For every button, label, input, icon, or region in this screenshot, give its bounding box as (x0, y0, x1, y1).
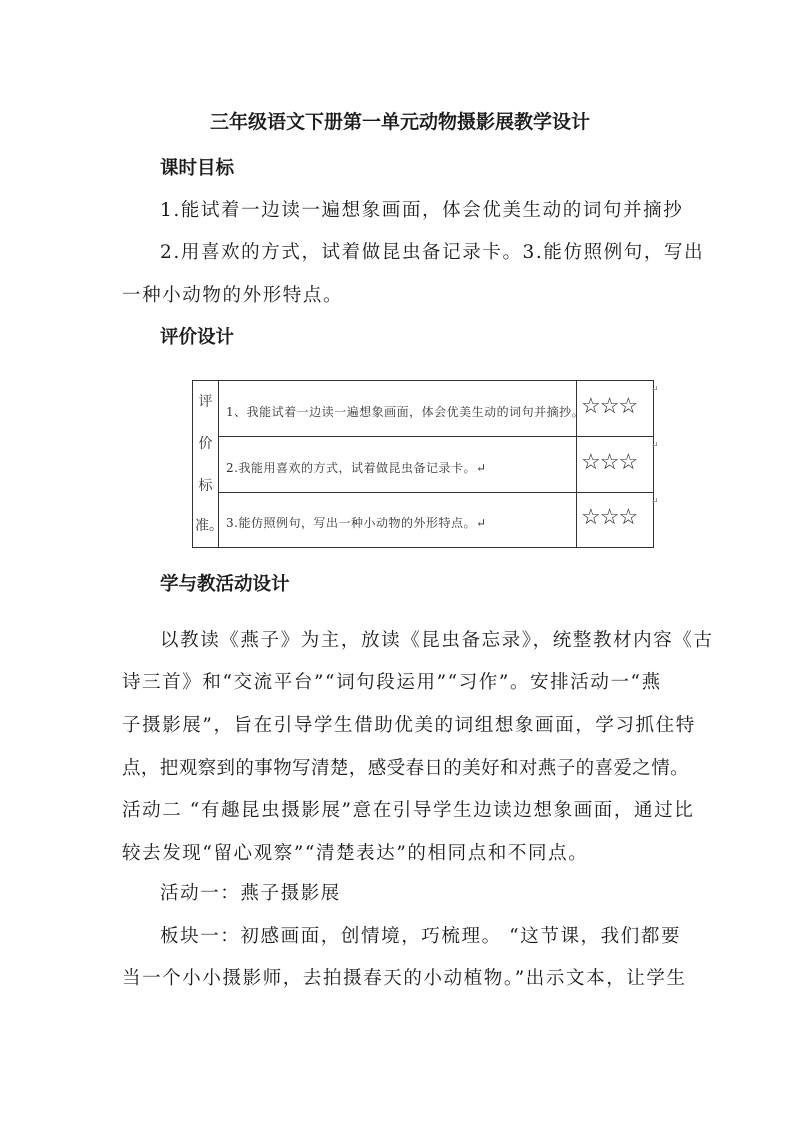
paragraph-mark: ↵ (651, 497, 659, 507)
section-heading-activities: 学与教活动设计 (160, 574, 290, 595)
body-line: 以教读《燕子》为主，放读《昆虫备忘录》，统整教材内容《古 (160, 630, 714, 651)
paragraph-mark: ↵ (651, 385, 659, 395)
evaluation-table (192, 380, 659, 548)
star-rating: ☆☆☆ (581, 505, 638, 530)
table-divider (218, 436, 653, 437)
star-rating: ☆☆☆ (581, 450, 638, 475)
page-title: 三年级语文下册第一单元动物摄影展教学设计 (209, 111, 590, 133)
body-line: 活动二 “有趣昆虫摄影展”意在引导学生边读边想象画面，通过比 (122, 800, 695, 821)
body-line: 子摄影展”，旨在引导学生借助优美的词组想象画面，学习抓住特 (122, 715, 696, 736)
table-divider (218, 492, 653, 493)
side-label-char: 价 (198, 436, 213, 452)
goal-line-2: 2.用喜欢的方式，试着做昆虫备记录卡。3.能仿照例句，写出 (160, 242, 705, 263)
goal-line-1: 1.能试着一边读一遍想象画面，体会优美生动的词句并摘抄 (160, 200, 684, 221)
body-line: 当一个小小摄影师，去拍摄春天的小动植物。”出示文本，让学生 (122, 968, 687, 989)
side-label-char: 评 (198, 394, 213, 410)
section-heading-evaluation: 评价设计 (160, 327, 235, 348)
body-line: 点，把观察到的事物写清楚，感受春日的美好和对燕子的喜爱之情。 (122, 758, 690, 779)
body-line: 诗三首》和“交流平台”“词句段运用”“习作”。安排活动一“燕 (122, 672, 662, 693)
criterion-text-2: 2.我能用喜欢的方式，试着做昆虫备记录卡。↵ (226, 461, 487, 475)
star-rating: ☆☆☆ (581, 394, 638, 419)
paragraph-mark: ↵ (651, 441, 659, 451)
section-heading-lesson-goals: 课时目标 (160, 158, 235, 179)
criterion-text-3: 3.能仿照例句，写出一种小动物的外形特点。↵ (226, 516, 487, 530)
side-label-char: 准。 (195, 518, 223, 534)
goal-line-3: 一种小动物的外形特点。 (122, 285, 344, 306)
body-line: 较去发现“留心观察”“清楚表达”的相同点和不同点。 (122, 843, 589, 864)
activity-heading: 活动一：燕子摄影展 (160, 883, 341, 904)
criterion-text-1: 1、我能试着一边读一遍想象画面，体会优美生动的词句并摘抄。 (226, 405, 585, 419)
body-line: 板块一：初感画面，创情境，巧梳理。 “这节课，我们都要 (160, 926, 682, 947)
side-label-char: 标 (198, 478, 213, 494)
